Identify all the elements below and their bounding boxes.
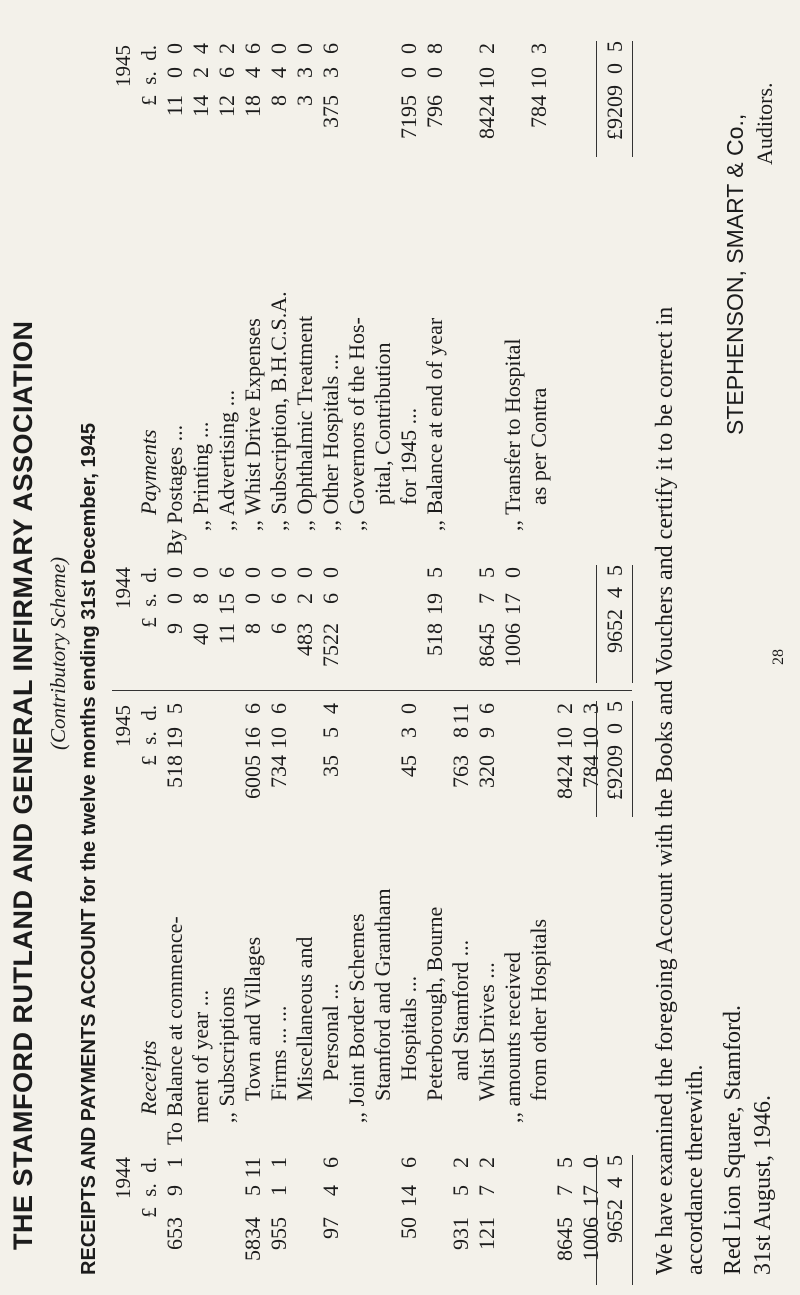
center-divider — [112, 690, 632, 691]
page-number: 28 — [770, 649, 787, 665]
receipts-cur-pounds: 518 6005 734 35 45 763 320 8424 784 — [162, 755, 603, 799]
payments-labels: By Postages ... ,, Printing ... ,, Advertising ... ,, Whist Drive Expenses ,, Subscription, B.H.C.S.A. ,, Ophthalmic Treatment ,, Other Hospitals ... ,, Governors of the Hos- pital, Contribution for 1945 ... ,, Balance at end of year ,, Transfer to Hospital as per Contra — [162, 291, 551, 555]
auditor-signatory: STEPHENSON, SMART & Co., — [722, 113, 748, 435]
certificate-line-2: accordance therewith. — [682, 1064, 708, 1275]
auditor-role: Auditors. — [752, 82, 777, 165]
document-subtitle: (Contributory Scheme) — [46, 556, 70, 750]
receipts-prev-pence: 1 11 1 6 6 2 2 5 0 — [162, 1157, 603, 1179]
receipts-labels: To Balance at commence- ment of year ... ,, Subscriptions Town and Villages Firms ... ... Miscellaneous and Personal ... ,, Joint Border Schemes Stamford and Grantham Hospitals ... Peterborough, Bourne and Stamford ... Whist Drives ... ,, amounts received from other Hospitals — [162, 888, 551, 1145]
payments-prev-pence: 0 0 6 0 0 0 0 5 5 0 — [162, 567, 525, 578]
certificate-line-1: We have examined the foregoing Account with the Books and Vouchers and certify it to be correct in — [652, 306, 678, 1275]
certificate-address: Red Lion Square, Stamford. — [720, 1005, 746, 1275]
certificate-date: 31st August, 1946. — [750, 1094, 776, 1275]
receipts-prev-shillings: 9 5 1 4 14 5 7 7 17 — [162, 1185, 603, 1207]
payments-prev-pounds: 9 40 11 8 6 483 7522 518 8645 1006 — [162, 623, 525, 667]
document-title: THE STAMFORD RUTLAND AND GENERAL INFIRMARY ASSOCIATION — [8, 320, 38, 1250]
account-heading: RECEIPTS AND PAYMENTS ACCOUNT for the twelve months ending 31st December, 1945 — [78, 422, 100, 1275]
payments-cur-double-rule — [632, 41, 633, 157]
payments-cur-total-rule — [596, 41, 597, 157]
receipts-heading: Receipts — [136, 1040, 161, 1115]
payments-cur-shillings: 0 2 6 4 4 3 3 0 0 10 10 — [162, 67, 551, 89]
receipts-cur-total-rule — [596, 701, 597, 817]
payments-prev-double-rule — [632, 565, 633, 683]
receipts-cur-pence: 5 6 6 4 0 11 6 2 3 — [162, 703, 603, 725]
payments-year-cur: 1945 £ s. d. — [111, 45, 161, 106]
receipts-prev-pounds: 653 5834 955 97 50 931 121 8645 1006 — [162, 1217, 603, 1261]
receipts-prev-total: 9652 4 5 — [602, 1155, 627, 1243]
payments-heading: Payments — [136, 429, 161, 515]
payments-prev-total: 9652 4 5 — [602, 565, 627, 653]
receipts-year-prev: 1944 £ s. d. — [111, 1157, 161, 1218]
payments-year-prev: 1944 £ s. d. — [111, 567, 161, 628]
receipts-year-cur: 1945 £ s. d. — [111, 705, 161, 766]
payments-prev-shillings: 0 8 15 0 6 2 6 19 7 17 — [162, 593, 525, 615]
receipts-prev-total-rule — [596, 1155, 597, 1285]
receipts-cur-shillings: 19 16 10 5 3 8 9 10 10 — [162, 727, 603, 749]
payments-prev-total-rule — [596, 565, 597, 683]
receipts-cur-double-rule — [632, 701, 633, 817]
receipts-cur-total: £9209 0 5 — [602, 701, 627, 800]
payments-cur-pounds: 11 14 12 18 8 3 375 7195 796 8424 784 — [162, 95, 551, 139]
payments-cur-pence: 0 4 2 6 0 0 6 0 8 2 3 — [162, 43, 551, 54]
receipts-prev-double-rule — [632, 1155, 633, 1285]
payments-cur-total: £9209 0 5 — [602, 41, 627, 140]
